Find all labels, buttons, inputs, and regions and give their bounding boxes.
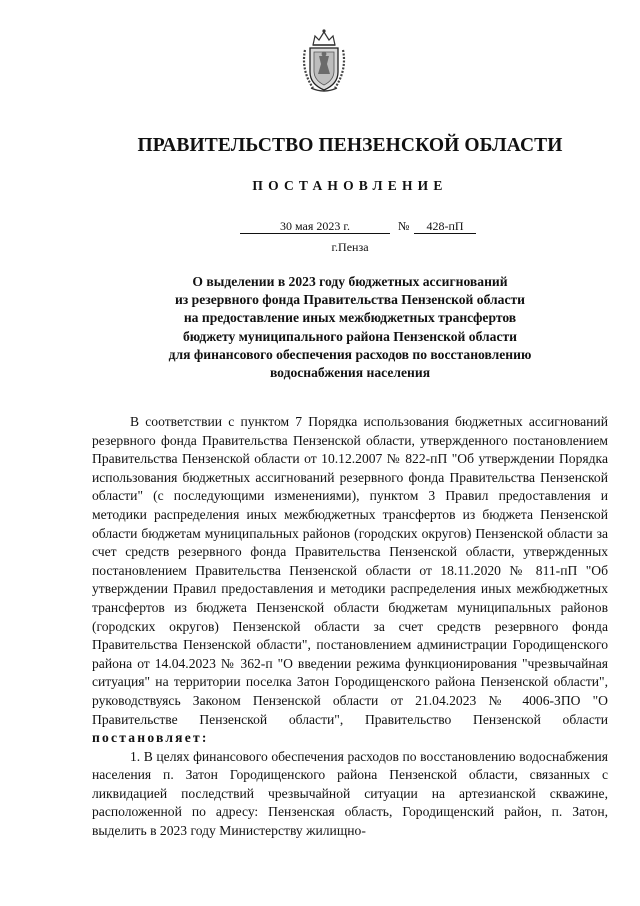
document-type: ПОСТАНОВЛЕНИЕ [252,178,448,193]
preamble-text: В соответствии с пунктом 7 Порядка использования бюджетных ассигнований резервного фонда Правительства Пензенской области, утвержденного постановлением Правительства Пензенской области от 10.12.2007 № 822-пП "Об утверждении Порядка использования бюджетных ассигнований резервного фонда Правительства Пензенской области" (с последующими изменениями), пунктом 3 Правил предоставления и методики распределения иных межбюджетных трансфертов из бюджета Пензенской области бюджетам муниципальных районов (городских округов) Пензенской области за счет средств резервного фонда Правительства Пензенской области, утвержденных постановлением Правительства Пензенской области от 18.11.2020 № 811-пП "Об утверждении Правил предоставления и методики распределения иных межбюджетных трансфертов из бюджета Пензенской области бюджетам муниципальных районов (городских округов) Пензенской области за счет средств резервного фонда Правительства Пензенской области", постановлением администрации Городищенского района от 14.04.2023 № 362-п "О введении режима функционирования "чрезвычайная ситуация" на территории поселка Затон Городищенского района Пензенской области", руководствуясь Законом Пензенской области от 21.04.2023 № 4006-ЗПО "О Правительстве Пензенской области", Правительство Пензенской области [92,414,608,727]
document-body [92,413,608,841]
coat-of-arms-icon [299,28,349,96]
title-line: из резервного фонда Правительства Пензенской области [174,292,526,308]
document-number: 428-пП [414,219,476,234]
title-line: бюджету муниципального района Пензенской области [182,328,517,344]
government-name: ПРАВИТЕЛЬСТВО ПЕНЗЕНСКОЙ ОБЛАСТИ [137,135,563,156]
document-date: 30 мая 2023 г. [240,219,390,234]
title-line: для финансового обеспечения расходов по восстановлению [168,346,532,362]
document-title [100,273,600,382]
preamble-paragraph [92,413,608,748]
number-sign: № [398,219,410,233]
decree-word: постановляет: [92,730,209,746]
title-line: О выделении в 2023 году бюджетных ассигнований [192,274,508,289]
document-city: г.Пенза [331,240,369,254]
title-line: на предоставление иных межбюджетных трансфертов [183,310,517,326]
clause-1-paragraph: 1. В целях финансового обеспечения расходов по восстановлению водоснабжения населения п. Затон Городищенского района Пензенской области, связанных с ликвидацией последствий чрезвычайной ситуации на артезианской скважине, расположенной по адресу: Пензенская область, Городищенский район, п. Затон, выделить в 2023 году Министерству жилищно- [92,748,608,839]
title-line: водоснабжения населения [269,365,431,381]
